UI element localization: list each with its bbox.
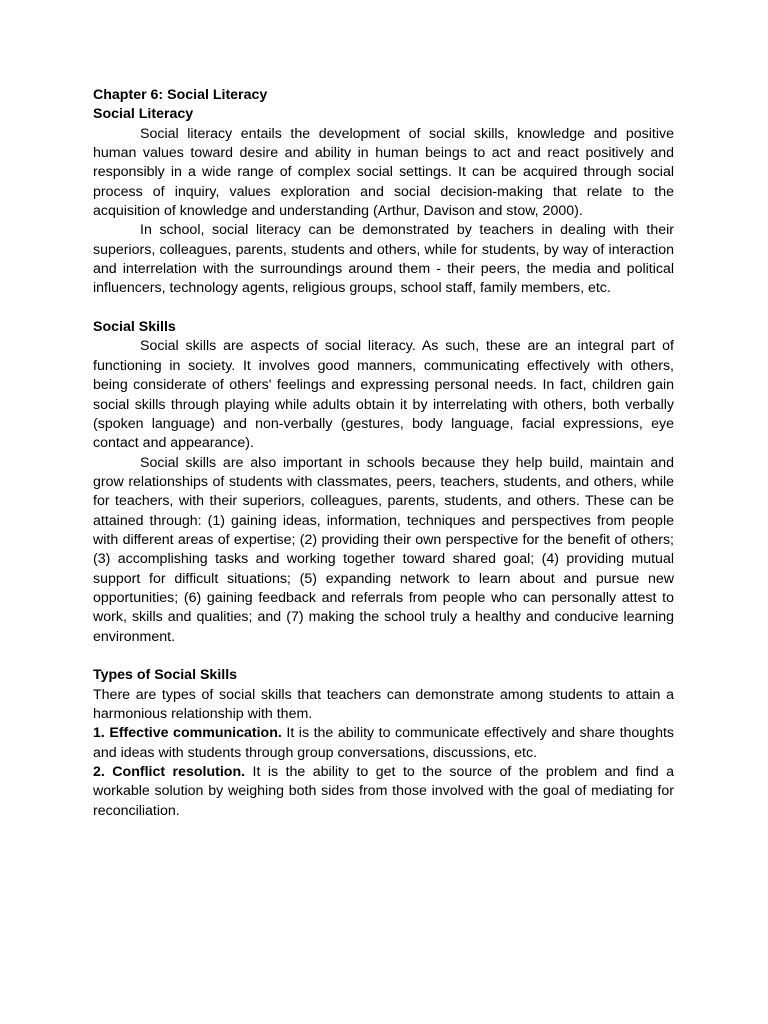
paragraph-social-skills-definition: Social skills are aspects of social literacy. As such, these are an integral part of functioning in society. It involves good manners, communicating effectively with others, being considerate of others' feelings and expressing personal needs. In fact, children gain social skills through playing while adults obtain it by interrelating with others, both verbally (spoken language) and non-verbally (gestures, body language, facial expressions, eye contact and appearance).	[93, 338, 674, 452]
list-item-title: 2. Conflict resolution.	[93, 764, 246, 781]
paragraph-social-literacy-definition: Social literacy entails the development of social skills, knowledge and positive human values toward desire and ability in human beings to act and react positively and responsibly in a wide range of complex social settings. It can be acquired through social process of inquiry, values exploration and social decision-making that relate to the acquisition of knowledge and understanding (Arthur, Davison and stow, 2000).	[93, 125, 674, 220]
section-heading-social-skills: Social Skills	[93, 319, 176, 336]
paragraph-spacer	[93, 647, 674, 666]
paragraph-types-intro: There are types of social skills that teachers can demonstrate among students to attain a harmonious relationship with them.	[93, 686, 674, 722]
paragraph-spacer	[93, 299, 674, 318]
section-heading-types-of-social-skills: Types of Social Skills	[93, 667, 238, 684]
paragraph-social-literacy-in-school: In school, social literacy can be demonstrated by teachers in dealing with their superiors, colleagues, parents, students and others, while for students, by way of interaction and interrelation with the surroundings around them - their peers, the media and political influencers, technology agents, religious groups, school staff, family members, etc.	[93, 222, 674, 297]
list-item-effective-communication	[93, 724, 674, 763]
section-heading-social-literacy: Social Literacy	[93, 106, 194, 123]
chapter-title: Chapter 6: Social Literacy	[93, 87, 268, 103]
list-item-text: It is the ability to get to the source of the problem and find a workable solution by weighing both sides from those involved with the goal of mediating for reconciliation.	[93, 764, 674, 819]
list-item-conflict-resolution	[93, 763, 674, 821]
list-item-title: 1. Effective communication.	[93, 725, 282, 742]
list-item-text: It is the ability to communicate effectively and share thoughts and ideas with students through group conversations, discussions, etc.	[93, 725, 674, 761]
paragraph-social-skills-in-schools: Social skills are also important in schools because they help build, maintain and grow relationships of students with classmates, peers, teachers, students, and others, while for teachers, with their superiors, colleagues, parents, students, and others. These can be attained through: (1) gaining ideas, information, techniques and perspectives from people with different areas of expertise; (2) providing their own perspective for the benefit of others; (3) accomplishing tasks and working together toward shared goal; (4) providing mutual support for difficult situations; (5) expanding network to learn about and pursue new opportunities; (6) gaining feedback and referrals from people who can personally attest to work, skills and qualities; and (7) making the school truly a healthy and conducive learning environment.	[93, 454, 674, 645]
document-page	[93, 86, 674, 821]
